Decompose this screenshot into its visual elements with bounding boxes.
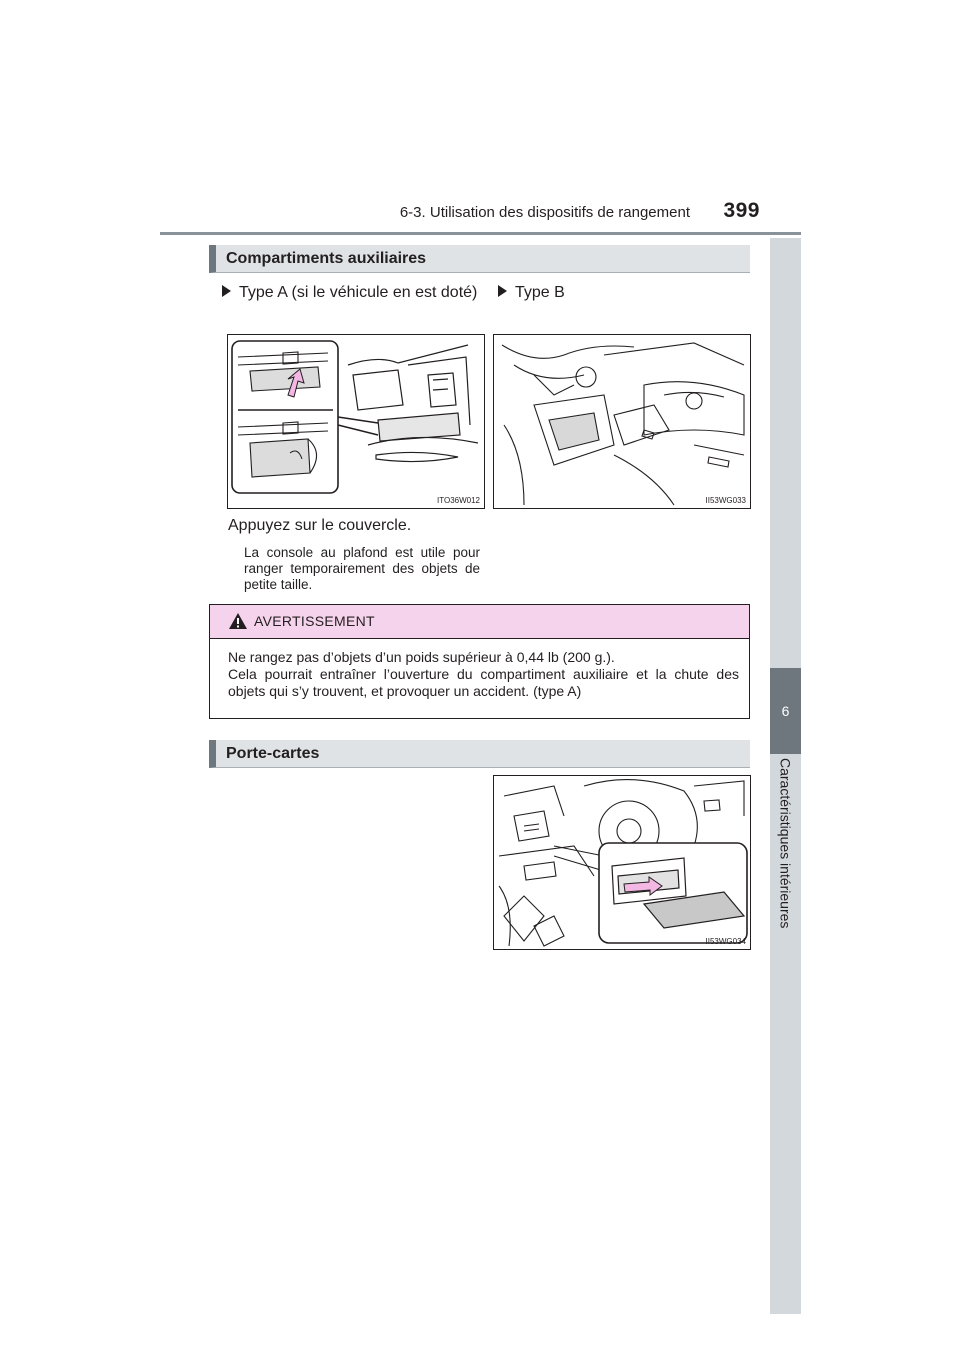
chapter-tab-upper (770, 238, 801, 668)
warning-box (209, 604, 750, 719)
type-b-label: Type B (498, 281, 698, 305)
section-title-aux: Compartiments auxiliaires (209, 245, 750, 273)
figure-card-holder (493, 775, 751, 950)
overhead-console-illustration (228, 335, 484, 508)
figure-code: ITO36W012 (437, 496, 480, 505)
chapter-number-tab: 6 (770, 668, 801, 754)
note-text: La console au plafond est utile pour ranger temporairement des objets de petite taille. (244, 545, 480, 592)
warning-line-1: Ne rangez pas d’objets d’un poids supérieur à 0,44 lb (200 g.). (228, 649, 615, 665)
chapter-title-tab (770, 754, 801, 1314)
type-a-label: Type A (si le véhicule en est doté) (222, 281, 480, 305)
chapter-title: Caractéristiques intérieures (777, 758, 794, 929)
warning-triangle-icon (228, 612, 248, 630)
figure-code: II53WG034 (705, 937, 746, 946)
section-title-card: Porte-cartes (209, 740, 750, 768)
figure-code: II53WG033 (705, 496, 746, 505)
bullet-triangle-icon (222, 285, 231, 297)
center-console-illustration (494, 335, 750, 508)
figure-type-a (227, 334, 485, 509)
running-header: 6-3. Utilisation des dispositifs de rangement (399, 204, 690, 221)
warning-title: AVERTISSEMENT (254, 613, 375, 629)
figure-type-b (493, 334, 751, 509)
warning-body (228, 649, 739, 700)
bullet-triangle-icon (498, 285, 507, 297)
card-holder-illustration (494, 776, 750, 949)
warning-header (210, 605, 749, 639)
page-number: 399 (723, 199, 760, 222)
instruction-text: Appuyez sur le couvercle. (228, 517, 412, 534)
warning-line-2: Cela pourrait entraîner l’ouverture du compartiment auxiliaire et la chute des objets qui s’y trouvent, et provoquer un accident. (type A) (228, 666, 739, 699)
header-rule (160, 232, 801, 235)
